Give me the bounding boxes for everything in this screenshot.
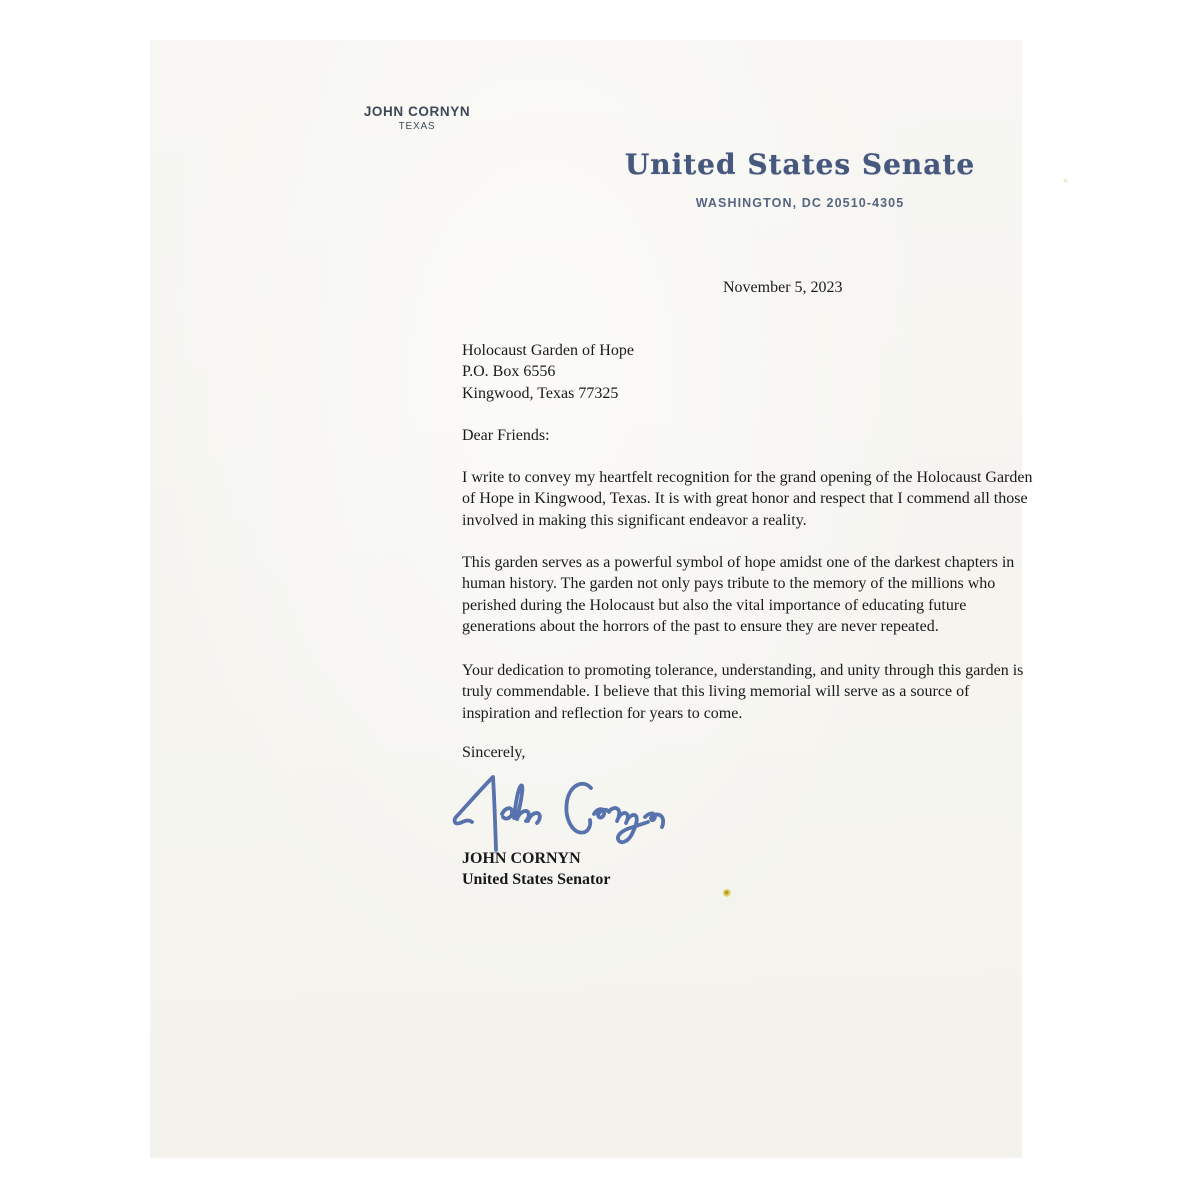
signer-name: JOHN CORNYN	[462, 850, 581, 867]
sender-state: TEXAS	[398, 121, 436, 132]
scan-speck	[723, 889, 731, 897]
closing: Sincerely,	[462, 744, 526, 761]
senate-letterhead-address: WASHINGTON, DC 20510-4305	[695, 196, 905, 210]
text-line: perished during the Holocaust but also the vital importance of educating future	[462, 596, 967, 614]
text-line: involved in making this significant endeavor a reality.	[462, 511, 807, 529]
sender-name: JOHN CORNYN	[363, 104, 471, 119]
recipient-po-box: P.O. Box 6556	[462, 363, 556, 381]
text-line: inspiration and reflection for years to come.	[462, 704, 743, 722]
text-line: Your dedication to promoting tolerance, understanding, and unity through this garden is	[462, 662, 1024, 679]
letterhead-sender-block	[363, 103, 471, 133]
paragraph-2	[462, 552, 1014, 638]
letter-paper	[150, 40, 1033, 1158]
paragraph-1	[462, 467, 1032, 531]
text-line: I write to convey my heartfelt recognition for the grand opening of the Holocaust Garden	[462, 469, 1033, 486]
recipient-name: Holocaust Garden of Hope	[462, 342, 634, 359]
signer-block	[462, 848, 610, 891]
senate-letterhead-title: United States Senate	[624, 148, 976, 181]
letter-date: November 5, 2023	[723, 279, 843, 296]
salutation: Dear Friends:	[462, 427, 550, 444]
signer-title: United States Senator	[462, 871, 611, 889]
text-line: truly commendable. I believe that this living memorial will serve as a source of	[462, 683, 970, 701]
text-line: of Hope in Kingwood, Texas. It is with great honor and respect that I commend all those	[462, 490, 1028, 508]
text-line: human history. The garden not only pays tribute to the memory of the millions who	[462, 575, 996, 593]
recipient-address-block	[462, 340, 634, 404]
recipient-city-state-zip: Kingwood, Texas 77325	[462, 384, 619, 402]
scan-speck	[1063, 178, 1068, 183]
paragraph-3	[462, 660, 1023, 724]
text-line: This garden serves as a powerful symbol of hope amidst one of the darkest chapters in	[462, 554, 1015, 571]
text-line: generations about the horrors of the past to ensure they are never repeated.	[462, 618, 939, 636]
